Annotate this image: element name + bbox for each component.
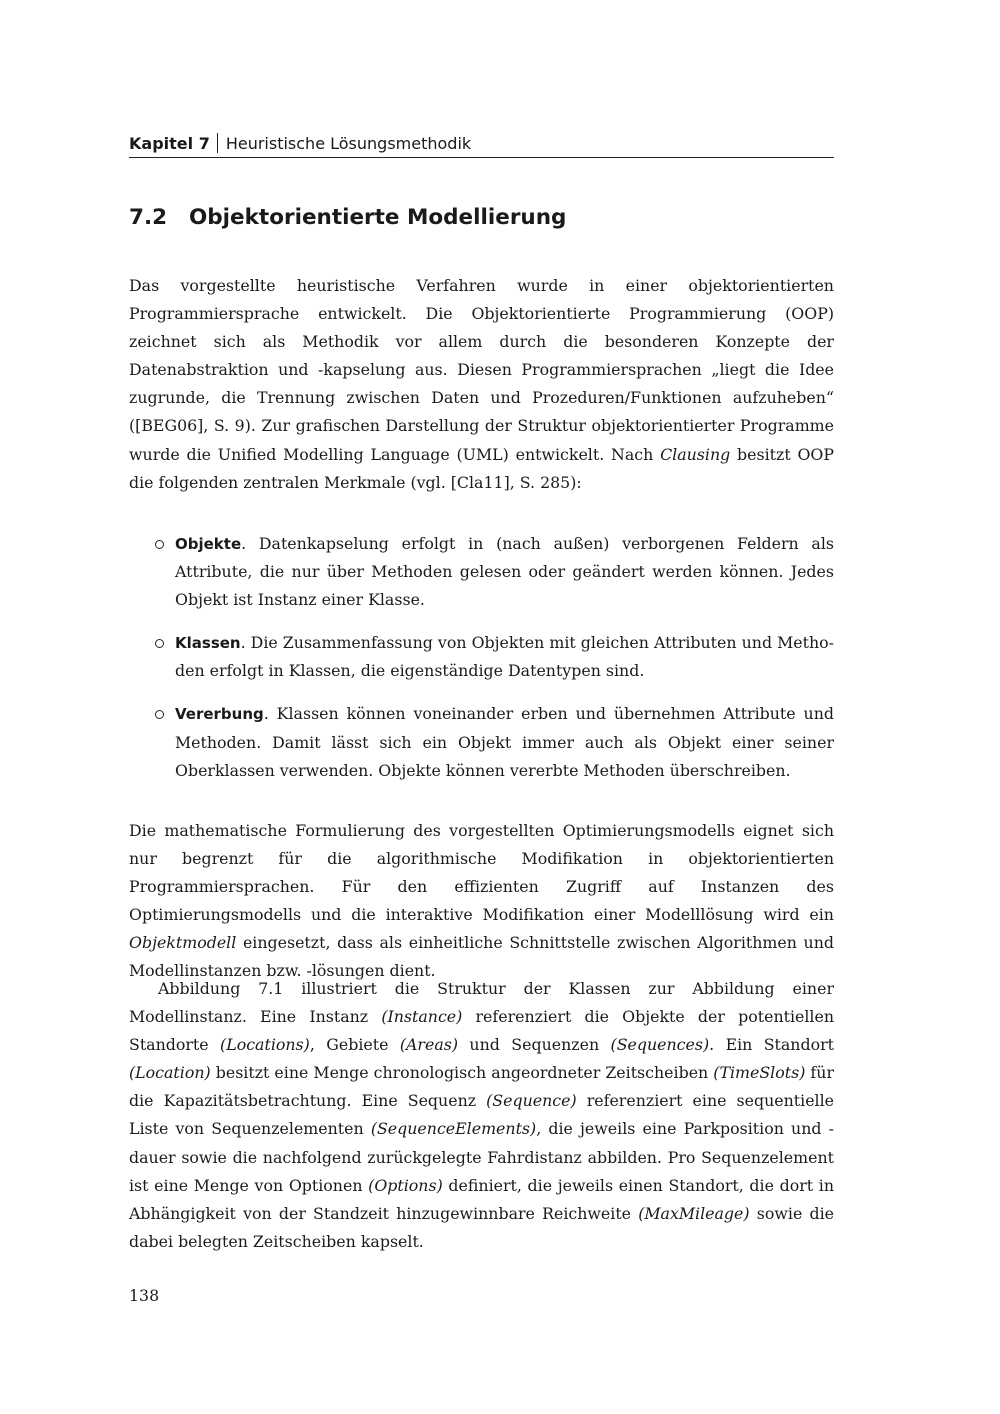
author-name: Clausing [660,444,731,464]
class-name: (Sequence) [486,1091,577,1111]
paragraph-text: Das vorgestellte heuristische Verfahren wurde in einer objektorientierten Programmiersprache entwickelt. Die Objektorientierte Programmierung (OOP) zeichnet sich als Methodik vor allem durch die besonderen Konzepte der Datenabstraktion und -kapselung aus. Diesen Programmiersprachen „liegt die Idee zugrunde, die Trennung zwischen Daten und Prozeduren/Funktionen aufzuheben“ ([BEG06], S. 9). Zur grafischen Darstellung der Struktur objektorientierter Programme wurde die Unified Modelling Language (UML) entwickelt. Nach [129,276,834,464]
section-heading [129,203,834,233]
header-chapter-title: Heuristische Lösungsmethodik [225,134,472,153]
list-item [129,629,834,685]
paragraph-text: referenziert die Objekte der potentiellen Standorte [129,1007,835,1055]
list-item-text: . Datenkapselung erfolgt in (nach außen) verborgenen Feldern als Attribute, die nur über Methoden gelesen oder geändert werden können. Jedes Objekt ist Instanz einer Klasse. [175,534,834,610]
header-chapter-label: Kapitel 7 [129,134,210,153]
class-name: (Sequences) [610,1035,710,1055]
class-name: (Locations) [220,1035,310,1055]
class-name: (Options) [368,1175,443,1195]
page-number: 138 [129,1286,160,1305]
class-name: (MaxMileage) [638,1203,750,1223]
paragraph-text: besitzt OOP die folgenden zentralen Merkmale (vgl. [Cla11], S. 285): [129,444,834,492]
list-item-term: Klassen [175,634,241,653]
class-name: (Location) [129,1063,211,1083]
emphasized-term: Objektmodell [129,933,237,953]
bullet-circle-icon [155,639,164,648]
class-name: (Instance) [381,1007,463,1027]
class-name: (TimeSlots) [713,1063,806,1083]
objectmodel-paragraph [129,817,834,986]
intro-paragraph [129,272,834,497]
list-item [129,700,834,784]
paragraph-text: . Ein Standort [709,1035,835,1055]
section-number: 7.2 [129,205,168,230]
paragraph-text: Abbildung 7.1 illustriert die Struktur der Klassen zur Abbildung einer Modellinstanz. Eine Instanz [129,979,834,1027]
paragraph-text: referenziert eine sequentielle Liste von Sequenzelementen [129,1091,834,1139]
bullet-circle-icon [155,710,164,719]
paragraph-text: sowie die dabei belegten Zeitscheiben kapselt. [129,1203,834,1251]
list-item-term: Vererbung [175,705,264,724]
class-name: (SequenceElements) [370,1119,537,1139]
header-divider [217,133,218,153]
paragraph-text: , Gebiete [309,1035,400,1055]
list-item-term: Objekte [175,535,242,553]
paragraph-text: für die Kapazitätsbetrachtung. Eine Sequenz [129,1063,834,1111]
list-item-text: . Klassen können voneinander erben und übernehmen Attribute und Methoden. Damit lässt sich ein Objekt immer auch als Objekt einer seiner Oberklassen verwenden. Objekte können vererbte Methoden überschreiben. [175,704,834,780]
paragraph-text: besitzt eine Menge chronologisch angeordneter Zeitscheiben [210,1063,714,1083]
paragraph-text: eingesetzt, dass als einheitliche Schnittstelle zwischen Algorithmen und Modellinstanzen bzw. -lösungen dient. [129,933,834,981]
feature-list [129,530,834,800]
paragraph-text: , die jeweils eine Parkposition und -dauer sowie die nachfolgend zurückgelegte Fahrdistanz abbilden. Pro Sequenzelement ist eine Menge von Optionen [129,1119,834,1195]
running-header [129,133,834,158]
list-item-text: . Die Zusammenfassung von Objekten mit gleichen Attributen und Methoden erfolgt in Klassen, die eigenständige Datentypen sind. [175,633,834,681]
paragraph-text: Die mathematische Formulierung des vorgestellten Optimierungsmodells eignet sich nur begrenzt für die algorithmische Modifikation in objektorientierten Programmiersprachen. Für den effizienten Zugriff auf Instanzen des Optimierungsmodells und die interaktive Modifikation einer Modelllösung wird ein [129,821,834,925]
class-name: (Areas) [399,1035,459,1055]
paragraph-text: und Sequenzen [458,1035,611,1055]
paragraph-text: definiert, die jeweils einen Standort, die dort in Abhängigkeit von der Standzeit hinzugewinnbare Reichweite [129,1175,834,1223]
class-structure-paragraph [129,975,834,1256]
list-item [129,530,834,614]
section-title: Objektorientierte Modellierung [189,205,567,230]
bullet-circle-icon [155,540,164,549]
